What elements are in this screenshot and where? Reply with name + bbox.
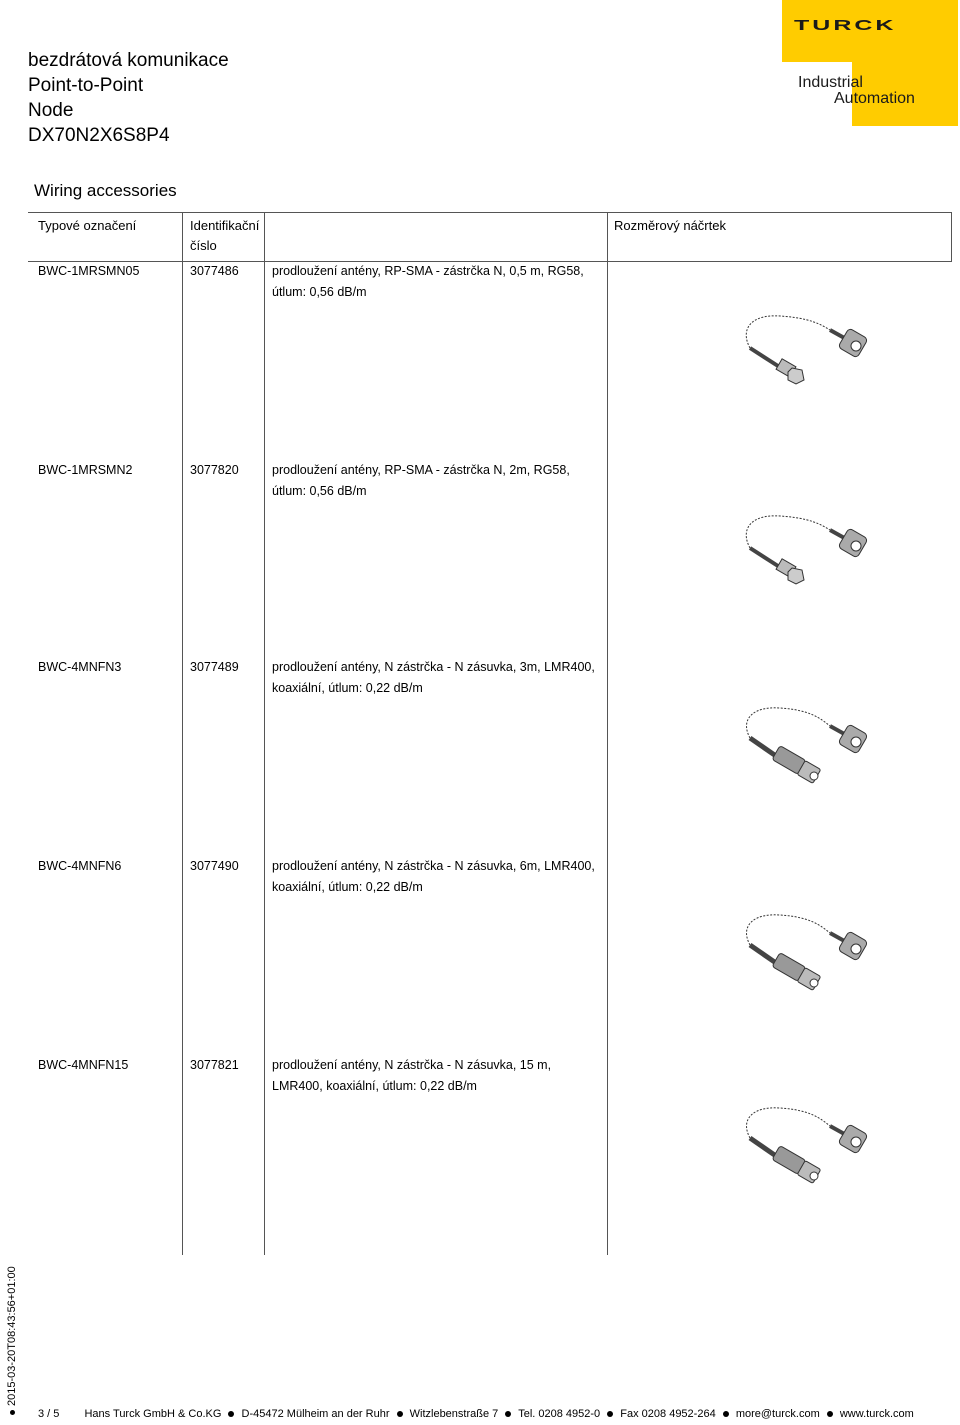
row-id: 3077489 (190, 660, 239, 674)
logo-automation: Automation (834, 90, 915, 107)
turck-logo (782, 0, 958, 126)
row-id: 3077490 (190, 859, 239, 873)
logo-wordmark: TURCK (794, 16, 897, 34)
column-divider (607, 212, 608, 1255)
column-divider (182, 212, 183, 1255)
page-footer (38, 1408, 914, 1420)
section-title: Wiring accessories (34, 181, 177, 200)
row-type: BWC-4MNFN6 (38, 859, 122, 873)
cable-rpsma-n-sketch (730, 300, 880, 390)
footer-website[interactable]: www.turck.com (839, 1408, 914, 1420)
column-header-sketch: Rozměrový náčrtek (614, 218, 726, 233)
column-header-type: Typové označení (38, 218, 137, 233)
cable-n-n-sketch (730, 698, 880, 788)
cable-n-n-sketch (730, 1098, 880, 1188)
bullet-icon (505, 1411, 511, 1417)
bullet-icon (10, 1410, 15, 1415)
row-id: 3077821 (190, 1058, 239, 1072)
title-subcategory: Point-to-Point (28, 75, 144, 96)
row-description: prodloužení antény, N zástrčka - N zásuvka, 15 m, LMR400, koaxiální, útlum: 0,22 dB/m (272, 1058, 552, 1093)
row-type: BWC-4MNFN15 (38, 1058, 129, 1072)
row-type: BWC-1MRSMN2 (38, 463, 133, 477)
bullet-icon (827, 1411, 833, 1417)
row-type: BWC-4MNFN3 (38, 660, 122, 674)
footer-fax: Fax 0208 4952-264 (620, 1408, 716, 1420)
footer-company: Hans Turck GmbH & Co.KG (84, 1408, 222, 1420)
row-type: BWC-1MRSMN05 (38, 264, 140, 278)
footer-address: D-45472 Mülheim an der Ruhr (241, 1408, 390, 1420)
timestamp-text: 2015-03-20T08:43:56+01:00 (6, 1266, 18, 1406)
table-header-frame (28, 212, 952, 262)
title-model: DX70N2X6S8P4 (28, 125, 170, 146)
column-header-id: Identifikační číslo (190, 218, 260, 253)
footer-street: Witzlebenstraße 7 (409, 1408, 499, 1420)
logo-industrial: Industrial (798, 74, 863, 91)
title-device: Node (28, 100, 74, 121)
title-category: bezdrátová komunikace (28, 50, 229, 71)
footer-phone: Tel. 0208 4952-0 (518, 1408, 601, 1420)
cable-n-n-sketch (730, 905, 880, 995)
cable-rpsma-n-sketch (730, 500, 880, 590)
row-description: prodloužení antény, N zástrčka - N zásuvka, 6m, LMR400, koaxiální, útlum: 0,22 dB/m (272, 859, 595, 894)
row-id: 3077820 (190, 463, 239, 477)
document-timestamp (6, 1265, 20, 1415)
bullet-icon (723, 1411, 729, 1417)
bullet-icon (397, 1411, 403, 1417)
row-id: 3077486 (190, 264, 239, 278)
row-description: prodloužení antény, RP-SMA - zástrčka N, 2m, RG58, útlum: 0,56 dB/m (272, 463, 570, 498)
row-description: prodloužení antény, N zástrčka - N zásuvka, 3m, LMR400, koaxiální, útlum: 0,22 dB/m (272, 660, 595, 695)
bullet-icon (607, 1411, 613, 1417)
row-description: prodloužení antény, RP-SMA - zástrčka N, 0,5 m, RG58, útlum: 0,56 dB/m (272, 264, 584, 299)
footer-email[interactable]: more@turck.com (735, 1408, 820, 1420)
document-title-block (28, 48, 229, 148)
page-number: 3 / 5 (38, 1408, 60, 1420)
bullet-icon (228, 1411, 234, 1417)
column-divider (264, 212, 265, 1255)
